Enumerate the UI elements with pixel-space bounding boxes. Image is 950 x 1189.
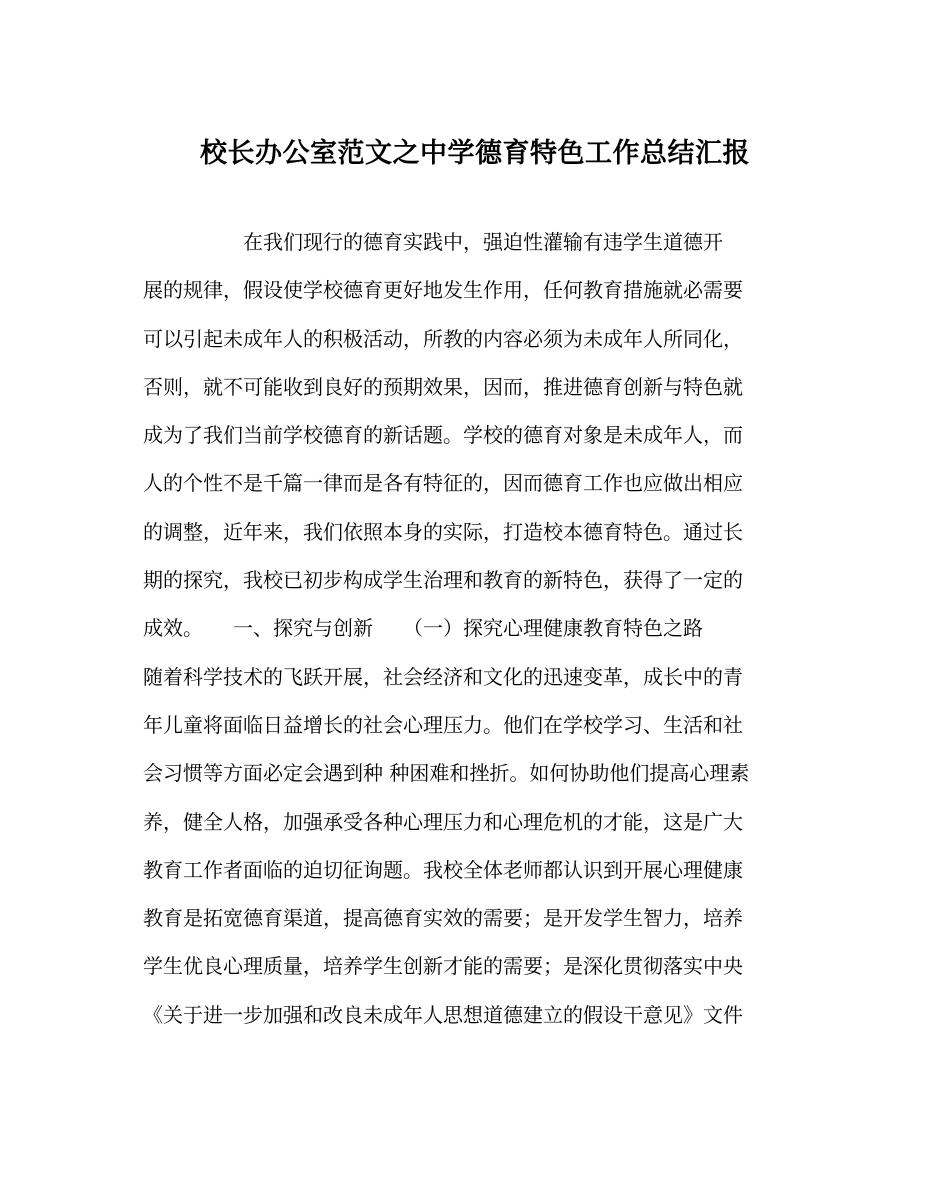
body-line-15: 教育是拓宽德育渠道，提高德育实效的需要；是开发学生智力，培养 bbox=[143, 906, 743, 931]
body-line-17: 《关于进一步加强和改良未成年人思想道德建立的假设干意见》文件 bbox=[143, 1002, 743, 1027]
body-line-4: 否则，就不可能收到良好的预期效果，因而，推进德育创新与特色就 bbox=[143, 374, 743, 399]
body-line-16: 学生优良心理质量，培养学生创新才能的需要；是深化贯彻落实中央 bbox=[143, 954, 743, 979]
body-line-5: 成为了我们当前学校德育的新话题。学校的德育对象是未成年人，而 bbox=[143, 423, 743, 448]
body-line-7: 的调整，近年来，我们依照本身的实际，打造校本德育特色。通过长 bbox=[143, 519, 743, 544]
body-line-6: 人的个性不是千篇一律而是各有特征的，因而德育工作也应做出相应 bbox=[143, 471, 743, 496]
body-line-12: 会习惯等方面必定会遇到种 种困难和挫折。如何协助他们提高心理素 bbox=[143, 761, 750, 786]
body-line-3: 可以引起未成年人的积极活动，所教的内容必须为未成年人所同化， bbox=[143, 326, 743, 351]
body-line-10: 随着科学技术的飞跃开展，社会经济和文化的迅速变革，成长中的青 bbox=[143, 664, 743, 689]
body-line-8: 期的探究，我校已初步构成学生治理和教育的新特色，获得了一定的 bbox=[143, 568, 743, 593]
body-line-14: 教育工作者面临的迫切征询题。我校全体老师都认识到开展心理健康 bbox=[143, 857, 743, 882]
body-line-1: 在我们现行的德育实践中，强迫性灌输有违学生道德开 bbox=[143, 230, 723, 254]
body-line-11: 年儿童将面临日益增长的社会心理压力。他们在学校学习、生活和社 bbox=[143, 712, 743, 737]
body-line-2: 展的规律，假设使学校德育更好地发生作用，任何教育措施就必需要 bbox=[143, 278, 743, 303]
document-body bbox=[143, 218, 813, 1039]
document-title: 校长办公室范文之中学德育特色工作总结汇报 bbox=[200, 138, 750, 169]
body-line-9: 成效。 一、探究与创新 （一）探究心理健康教育特色之路 bbox=[143, 616, 703, 641]
body-line-13: 养，健全人格，加强承受各种心理压力和心理危机的才能，这是广大 bbox=[143, 809, 743, 834]
